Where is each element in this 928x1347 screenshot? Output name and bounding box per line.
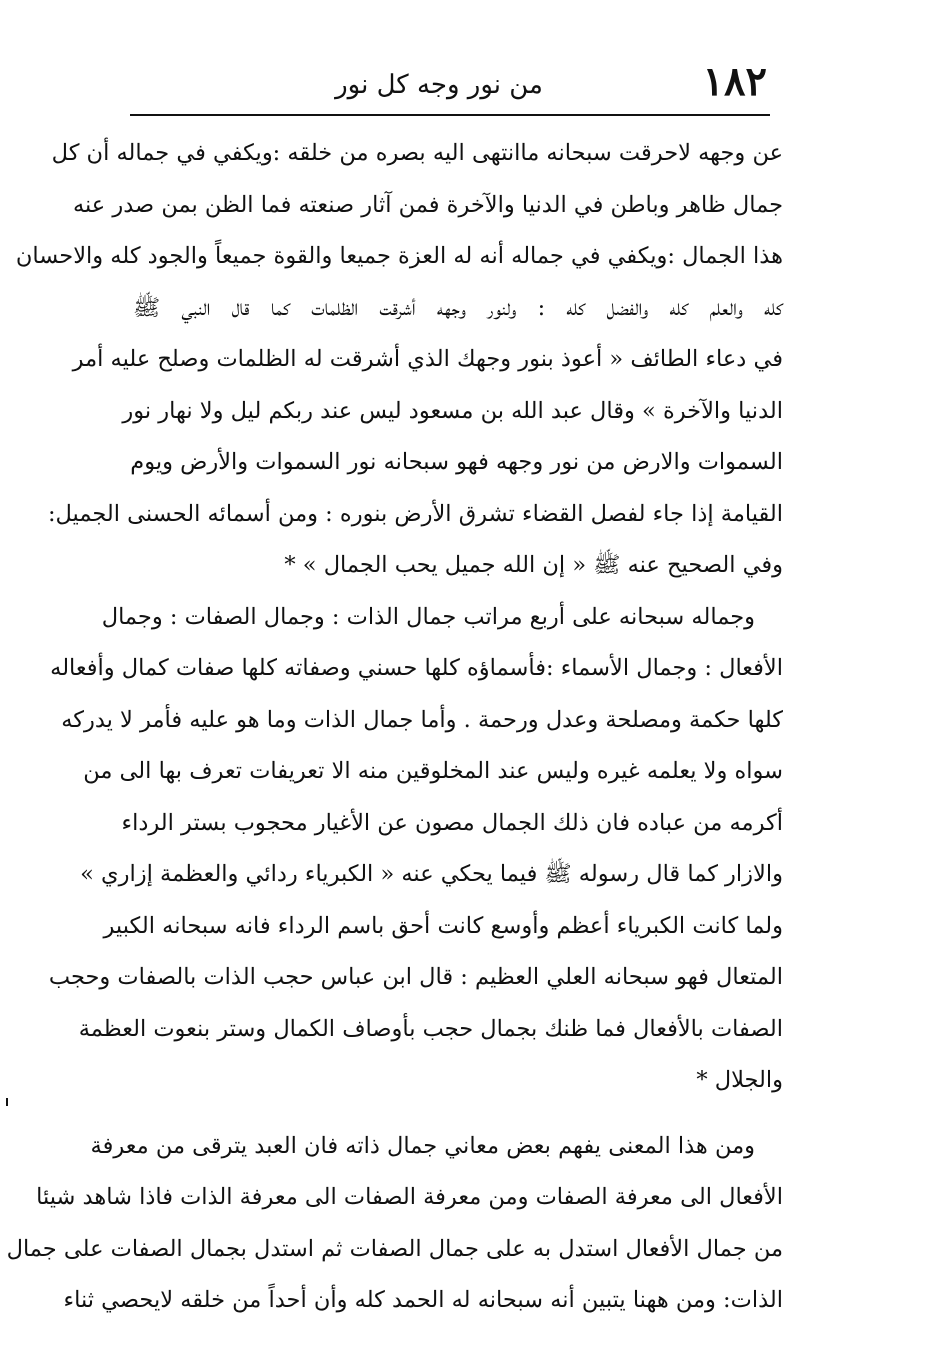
text-line: هذا الجمال :ويكفي في جماله أنه له العزة جميعا والقوة جميعاً والجود كله والاحسان [15, 243, 783, 269]
text-line: ولما كانت الكبرياء أعظم وأوسع كانت أحق باسم الرداء فانه سبحانه الكبير [103, 912, 783, 939]
page-number: ١٨٢ [702, 58, 767, 105]
paragraph-1 [15, 128, 783, 592]
text-line: الدنيا والآخرة » وقال عبد الله بن مسعود ليس عند ربكم ليل ولا نهار نور [122, 397, 783, 424]
text-line: سواه ولا يعلمه غيره وليس عند المخلوقين منه الا تعريفات تعرف بها الى من [83, 758, 783, 784]
text-line: في دعاء الطائف « أعوذ بنور وجهك الذي أشرقت له الظلمات وصلح عليه أمر [72, 346, 783, 372]
paragraph-3 [6, 1121, 783, 1327]
text-line: وجماله سبحانه على أربع مراتب جمال الذات : وجمال الصفات : وجمال [101, 603, 755, 630]
body-text [6, 128, 783, 1327]
margin-mark [6, 1098, 8, 1106]
running-title: من نور وجه كل نور [335, 70, 543, 100]
text-line: عن وجهه لاحرقت سبحانه ماانتهى اليه بصره من خلقه :ويكفي في جماله أن كل [51, 140, 783, 166]
text-line: الذات: ومن ههنا يتبين أنه سبحانه له الحمد كله وأن أحداً من خلقه لايحصي ثناء [63, 1287, 783, 1313]
text-line: والازار كما قال رسوله ﷺ فيما يحكي عنه « الكبرياء ردائي والعظمة إزاري » [80, 861, 783, 887]
text-line: أكرمه من عباده فان ذلك الجمال مصون عن الأغيار محجوب بستر الرداء [121, 809, 783, 836]
text-line: كله والعلم كله والفضل كله : ولنور وجهه أشرقت الظلمات كما قال النبي ﷺ [133, 294, 783, 321]
header-rule [130, 114, 770, 116]
text-line: السموات والارض من نور وجهه فهو سبحانه نور السموات والأرض ويوم [130, 449, 783, 475]
text-line: كلها حكمة ومصلحة وعدل ورحمة . وأما جمال الذات وما هو عليه فأمر لا يدركه [61, 706, 783, 733]
text-line: الأفعال الى معرفة الصفات ومن معرفة الصفات الى معرفة الذات فاذا شاهد شيئا [36, 1184, 783, 1210]
text-line: الأفعال : وجمال الأسماء :فأسماؤه كلها حسني وصفاته كلها صفات كمال وأفعاله [50, 655, 783, 681]
paragraph-2 [48, 592, 783, 1107]
page-header [125, 58, 775, 110]
text-line: من جمال الأفعال استدل به على جمال الصفات ثم استدل بجمال الصفات على جمال [6, 1235, 783, 1262]
text-line: الصفات بالأفعال فما ظنك بجمال حجب بأوصاف الكمال وستر بنعوت العظمة [78, 1015, 783, 1042]
paragraph-gap [133, 1107, 783, 1121]
text-line: جمال ظاهر وباطن في الدنيا والآخرة فمن آثار صنعته فما الظن بمن صدر عنه [72, 191, 783, 218]
text-line: والجلال * [696, 1067, 783, 1093]
text-line: القيامة إذا جاء لفصل القضاء تشرق الأرض بنوره : ومن أسمائه الحسنى الجميل: [47, 500, 783, 527]
text-line: وفي الصحيح عنه ﷺ « إن الله جميل يحب الجمال » * [284, 552, 783, 578]
text-line: ومن هذا المعنى يفهم بعض معاني جمال ذاته فان العبد يترقى من معرفة [90, 1132, 755, 1159]
text-line: المتعال فهو سبحانه العلي العظيم : قال ابن عباس حجب الذات بالصفات وحجب [48, 964, 783, 990]
